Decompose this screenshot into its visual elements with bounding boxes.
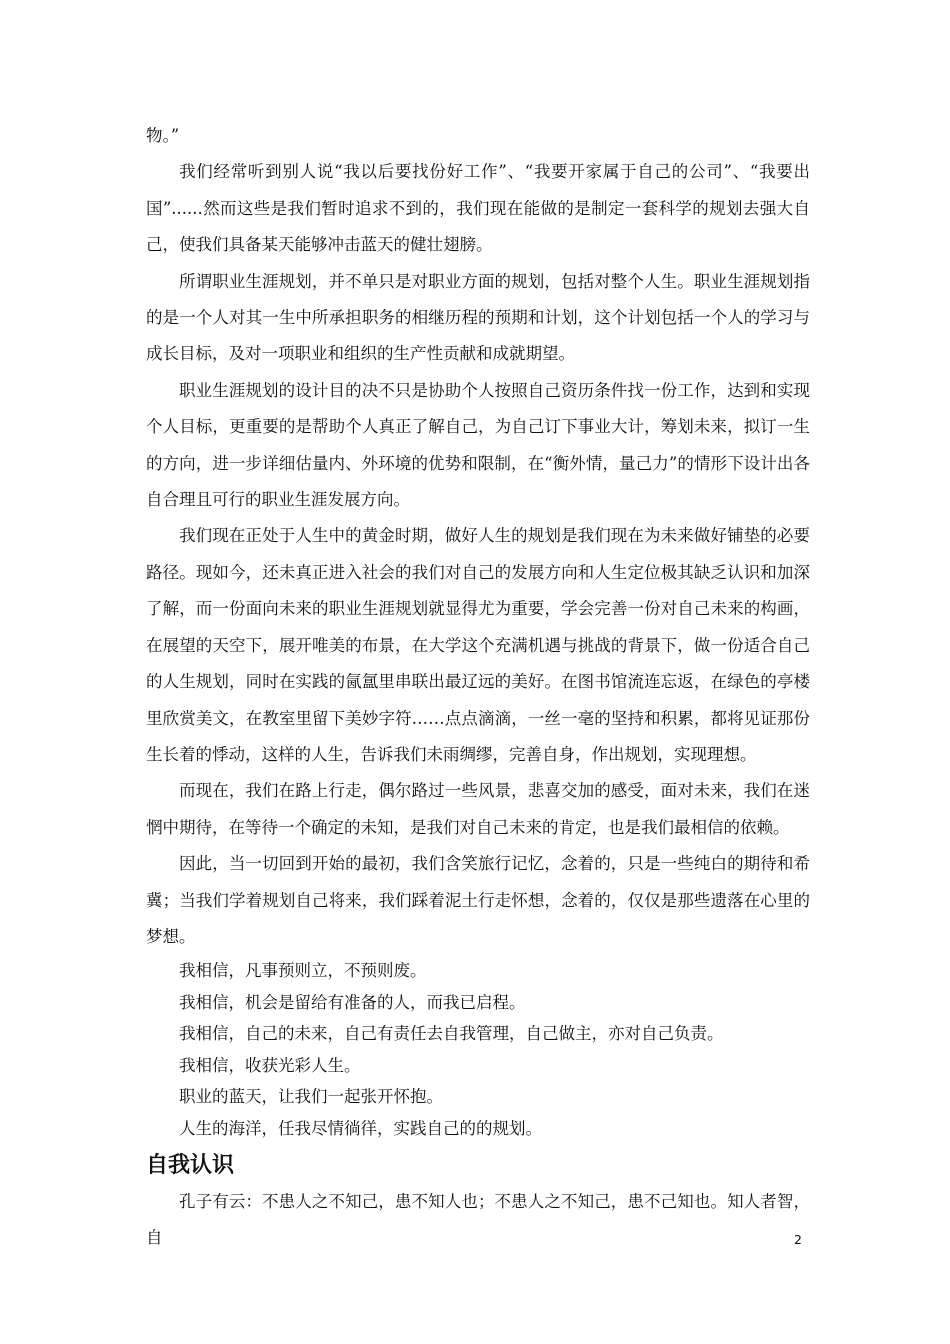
- paragraph-5: 而现在，我们在路上行走，偶尔路过一些风景，悲喜交加的感受，面对未来，我们在迷惘中期待，在等待一个确定的未知，是我们对自己未来的肯定，也是我们最相信的依赖。: [146, 781, 810, 837]
- statement-3: 我相信，自己的未来，自己有责任去自我管理，自己做主，亦对自己负责。: [179, 1024, 724, 1044]
- paragraph-3: 职业生涯规划的设计目的决不只是协助个人按照自己资历条件找一份工作，达到和实现个人目标，更重要的是帮助个人真正了解自己，为自己订下事业大计，筹划未来，拟订一生的方向，进一步详细估量内、外环境的优势和限制，在“衡外情，量己力”的情形下设计出各自合理且可行的职业生涯发展方向。: [146, 380, 810, 510]
- statement-1: 我相信，凡事预则立，不预则废。: [179, 961, 427, 981]
- paragraph-1: 我们经常听到别人说“我以后要找份好工作”、“我要开家属于自己的公司”、“我要出国”......然而这些是我们暂时追求不到的，我们现在能做的是制定一套科学的规划去强大自己，使我们具备某天能够冲击蓝天的健壮翅膀。: [146, 162, 810, 255]
- statement-2: 我相信，机会是留给有准备的人，而我已启程。: [179, 992, 526, 1012]
- paragraph-4: 我们现在正处于人生中的黄金时期，做好人生的规划是我们现在为未来做好铺垫的必要路径。现如今，还未真正进入社会的我们对自己的发展方向和人生定位极其缺乏认识和加深了解，而一份面向未来的职业生涯规划就显得尤为重要，学会完善一份对自己未来的构画，在展望的天空下，展开唯美的布景，在大学这个充满机遇与挑战的背景下，做一份适合自己的人生规划，同时在实践的氤氲里串联出最辽远的美好。在图书馆流连忘返，在绿色的亭楼里欣赏美文，在教室里留下美妙字符……点点滴滴，一丝一毫的坚持和积累，都将见证那份生长着的悸动，这样的人生，告诉我们未雨绸缪，完善自身，作出规划，实现理想。: [146, 526, 810, 764]
- body-text: [146, 118, 810, 1144]
- section-first-line: 孔子有云：不患人之不知己，患不知人也；不患人之不知己，患不己知也。知人者智，自: [146, 1192, 810, 1247]
- paragraph-6: 因此，当一切回到开始的最初，我们含笑旅行记忆，念着的，只是一些纯白的期待和希冀；当我们学着规划自己将来，我们踩着泥土行走怀想，念着的，仅仅是那些遗落在心里的梦想。: [146, 854, 810, 946]
- statement-4: 我相信，收获光彩人生。: [179, 1055, 361, 1075]
- page-number: 2: [794, 1232, 802, 1247]
- paragraph-continuation: 物。”: [146, 126, 180, 145]
- section-heading: 自我认识: [146, 1153, 235, 1178]
- statement-6: 人生的海洋，任我尽情徜徉，实践自己的的规划。: [179, 1118, 542, 1138]
- statement-5: 职业的蓝天，让我们一起张开怀抱。: [179, 1087, 443, 1107]
- paragraph-2: 所谓职业生涯规划，并不单只是对职业方面的规划，包括对整个人生。职业生涯规划指的是一个人对其一生中所承担职务的相继历程的预期和计划，这个计划包括一个人的学习与成长目标，及对一项职业和组织的生产性贡献和成就期望。: [146, 271, 810, 364]
